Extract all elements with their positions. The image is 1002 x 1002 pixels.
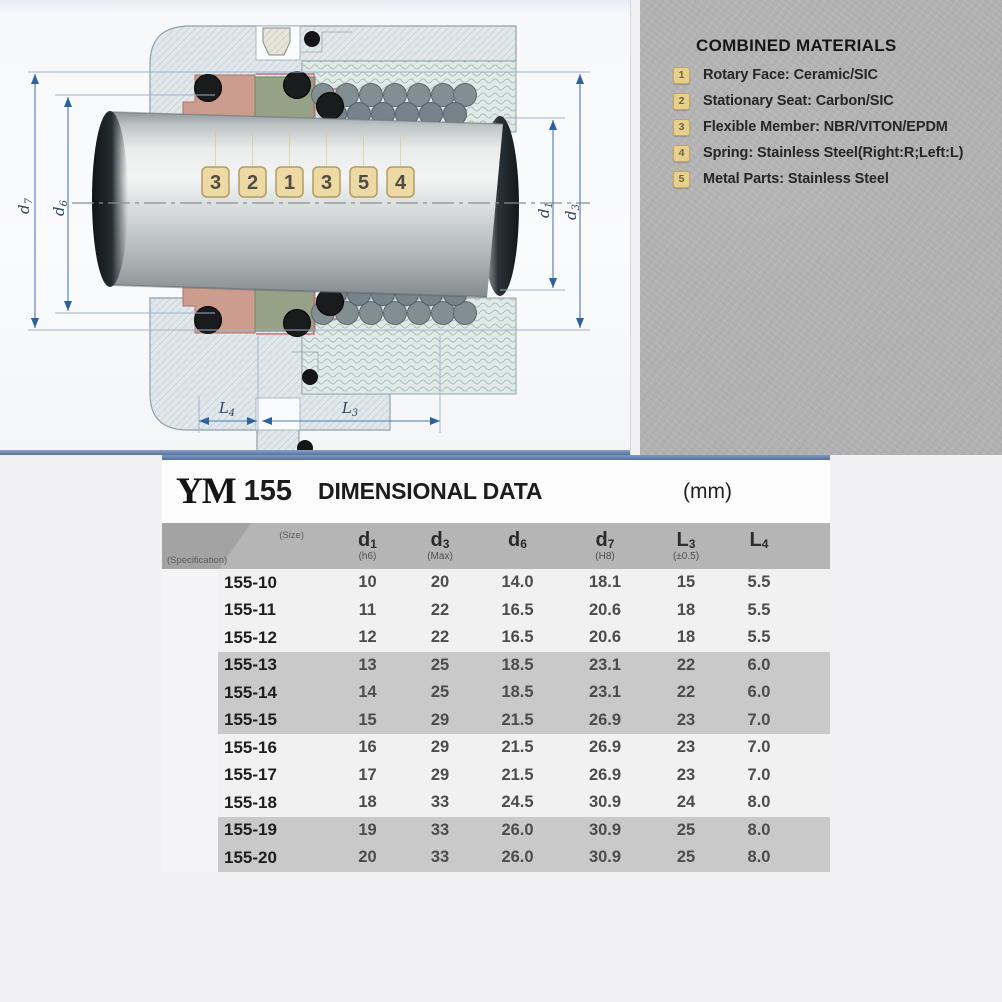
svg-text:3: 3 <box>320 172 333 194</box>
value-cell: 18 <box>650 624 722 652</box>
value-cell: 25 <box>650 817 722 845</box>
header-pad-cell <box>796 523 830 569</box>
table-corner-cell <box>162 523 330 569</box>
table-body <box>162 569 830 872</box>
row-pad-cell <box>796 734 830 762</box>
table-header-row <box>162 523 830 569</box>
materials-list <box>640 62 1002 192</box>
value-cell: 23 <box>650 762 722 790</box>
column-header <box>650 523 722 569</box>
row-left-spacer <box>162 734 218 762</box>
material-number-badge: 5 <box>673 171 690 188</box>
table-row <box>162 707 830 735</box>
svg-text:1: 1 <box>283 172 296 194</box>
value-cell: 8.0 <box>722 844 796 872</box>
row-pad-cell <box>796 652 830 680</box>
dim-label-d6: $d_6$ <box>50 200 70 216</box>
value-cell: 23.1 <box>560 679 650 707</box>
material-item <box>673 88 1002 114</box>
value-cell: 14 <box>330 679 405 707</box>
dim-label-d7: $d_7$ <box>15 198 35 214</box>
svg-text:5: 5 <box>357 172 370 194</box>
row-pad-cell <box>796 624 830 652</box>
value-cell: 23 <box>650 707 722 735</box>
table-row <box>162 679 830 707</box>
dim-label-L3: $L_3$ <box>341 399 359 419</box>
table-row <box>162 734 830 762</box>
size-cell: 155-10 <box>218 569 330 597</box>
row-pad-cell <box>796 789 830 817</box>
shaft <box>92 111 519 297</box>
value-cell: 22 <box>405 597 475 625</box>
value-cell: 7.0 <box>722 707 796 735</box>
table-row <box>162 789 830 817</box>
value-cell: 6.0 <box>722 679 796 707</box>
row-left-spacer <box>162 817 218 845</box>
dim-label-L4: $L_4$ <box>218 399 236 419</box>
row-left-spacer <box>162 789 218 817</box>
value-cell: 5.5 <box>722 569 796 597</box>
value-cell: 22 <box>650 679 722 707</box>
model-number: 155 <box>243 475 293 507</box>
value-cell: 30.9 <box>560 817 650 845</box>
column-header <box>722 523 796 569</box>
value-cell: 20 <box>330 844 405 872</box>
column-header <box>405 523 475 569</box>
row-pad-cell <box>796 844 830 872</box>
value-cell: 26.0 <box>475 817 560 845</box>
value-cell: 12 <box>330 624 405 652</box>
material-text: Spring: Stainless Steel(Right:R;Left:L) <box>703 145 964 161</box>
value-cell: 20.6 <box>560 597 650 625</box>
value-cell: 20.6 <box>560 624 650 652</box>
column-header-tolerance: (H8) <box>595 551 615 562</box>
column-header-tolerance: (Max) <box>427 551 453 562</box>
size-cell: 155-15 <box>218 707 330 735</box>
part-number-badge <box>202 167 229 197</box>
dimensional-data-table <box>162 455 830 872</box>
size-cell: 155-18 <box>218 789 330 817</box>
material-item <box>673 62 1002 88</box>
seal-cross-section-panel <box>0 0 631 455</box>
value-cell: 26.9 <box>560 762 650 790</box>
material-text: Flexible Member: NBR/VITON/EPDM <box>703 119 948 135</box>
svg-text:4: 4 <box>394 172 407 194</box>
brand-logo: YM <box>176 471 236 512</box>
value-cell: 29 <box>405 762 475 790</box>
value-cell: 23.1 <box>560 652 650 680</box>
part-number-badge <box>276 167 303 197</box>
row-left-spacer <box>162 569 218 597</box>
column-header-tolerance: (h6) <box>358 551 377 562</box>
value-cell: 29 <box>405 734 475 762</box>
value-cell: 16.5 <box>475 597 560 625</box>
value-cell: 33 <box>405 789 475 817</box>
value-cell: 18.5 <box>475 652 560 680</box>
value-cell: 25 <box>650 844 722 872</box>
svg-text:2: 2 <box>246 172 259 194</box>
value-cell: 11 <box>330 597 405 625</box>
value-cell: 30.9 <box>560 844 650 872</box>
value-cell: 5.5 <box>722 597 796 625</box>
value-cell: 22 <box>405 624 475 652</box>
table-row <box>162 762 830 790</box>
value-cell: 18 <box>330 789 405 817</box>
size-cell: 155-11 <box>218 597 330 625</box>
value-cell: 15 <box>330 707 405 735</box>
row-pad-cell <box>796 597 830 625</box>
materials-title: COMBINED MATERIALS <box>696 36 897 55</box>
row-left-spacer <box>162 679 218 707</box>
unit-label: (mm) <box>683 479 732 503</box>
material-item <box>673 114 1002 140</box>
material-text: Rotary Face: Ceramic/SIC <box>703 67 878 83</box>
dim-label-d3: $d_3$ <box>562 204 582 220</box>
value-cell: 26.9 <box>560 734 650 762</box>
row-pad-cell <box>796 762 830 790</box>
value-cell: 24.5 <box>475 789 560 817</box>
column-header-symbol: d3 <box>430 529 450 551</box>
row-left-spacer <box>162 597 218 625</box>
value-cell: 26.0 <box>475 844 560 872</box>
material-number-badge: 3 <box>673 119 690 136</box>
value-cell: 21.5 <box>475 734 560 762</box>
value-cell: 7.0 <box>722 762 796 790</box>
value-cell: 14.0 <box>475 569 560 597</box>
column-header-tolerance: (±0.5) <box>672 551 700 562</box>
size-cell: 155-17 <box>218 762 330 790</box>
value-cell: 26.9 <box>560 707 650 735</box>
value-cell: 33 <box>405 817 475 845</box>
size-cell: 155-16 <box>218 734 330 762</box>
material-number-badge: 1 <box>673 67 690 84</box>
svg-text:3: 3 <box>209 172 222 194</box>
material-text: Metal Parts: Stainless Steel <box>703 171 889 187</box>
value-cell: 10 <box>330 569 405 597</box>
value-cell: 33 <box>405 844 475 872</box>
corner-spec-label: (Specification) <box>167 555 228 566</box>
material-number-badge: 4 <box>673 145 690 162</box>
row-pad-cell <box>796 569 830 597</box>
table-title: DIMENSIONAL DATA <box>318 478 543 504</box>
column-header <box>330 523 405 569</box>
value-cell: 25 <box>405 679 475 707</box>
value-cell: 16 <box>330 734 405 762</box>
value-cell: 8.0 <box>722 789 796 817</box>
corner-size-label: (Size) <box>279 530 304 541</box>
row-left-spacer <box>162 707 218 735</box>
screw-dot-top <box>304 31 320 47</box>
table-title-bar <box>162 460 830 523</box>
screw-dot-mid <box>302 369 318 385</box>
value-cell: 13 <box>330 652 405 680</box>
value-cell: 16.5 <box>475 624 560 652</box>
column-header <box>475 523 560 569</box>
row-left-spacer <box>162 624 218 652</box>
column-header-symbol: L3 <box>676 529 696 551</box>
row-pad-cell <box>796 679 830 707</box>
size-cell: 155-20 <box>218 844 330 872</box>
value-cell: 24 <box>650 789 722 817</box>
value-cell: 21.5 <box>475 762 560 790</box>
value-cell: 21.5 <box>475 707 560 735</box>
value-cell: 18.1 <box>560 569 650 597</box>
material-number-badge: 2 <box>673 93 690 110</box>
row-left-spacer <box>162 844 218 872</box>
dim-label-d1: $d_1$ <box>535 202 555 218</box>
column-header-symbol: d6 <box>508 529 527 551</box>
value-cell: 8.0 <box>722 817 796 845</box>
value-cell: 15 <box>650 569 722 597</box>
part-number-badge <box>239 167 266 197</box>
column-header-symbol: L4 <box>749 529 769 551</box>
table-row <box>162 624 830 652</box>
value-cell: 25 <box>405 652 475 680</box>
row-pad-cell <box>796 817 830 845</box>
table-row <box>162 569 830 597</box>
value-cell: 22 <box>650 652 722 680</box>
size-cell: 155-12 <box>218 624 330 652</box>
material-item <box>673 166 1002 192</box>
column-header-symbol: d1 <box>358 529 377 551</box>
value-cell: 7.0 <box>722 734 796 762</box>
seal-diagram <box>0 0 630 455</box>
row-left-spacer <box>162 652 218 680</box>
material-text: Stationary Seat: Carbon/SIC <box>703 93 894 109</box>
value-cell: 5.5 <box>722 624 796 652</box>
material-item <box>673 140 1002 166</box>
value-cell: 18 <box>650 597 722 625</box>
value-cell: 20 <box>405 569 475 597</box>
size-cell: 155-19 <box>218 817 330 845</box>
table-row <box>162 844 830 872</box>
part-number-badge <box>313 167 340 197</box>
size-cell: 155-14 <box>218 679 330 707</box>
table-row <box>162 652 830 680</box>
value-cell: 6.0 <box>722 652 796 680</box>
row-left-spacer <box>162 762 218 790</box>
value-cell: 23 <box>650 734 722 762</box>
column-header-symbol: d7 <box>595 529 615 551</box>
part-number-badge <box>350 167 377 197</box>
value-cell: 30.9 <box>560 789 650 817</box>
size-cell: 155-13 <box>218 652 330 680</box>
value-cell: 18.5 <box>475 679 560 707</box>
part-number-badge <box>387 167 414 197</box>
table-row <box>162 817 830 845</box>
value-cell: 29 <box>405 707 475 735</box>
materials-panel <box>640 0 1002 455</box>
table-row <box>162 597 830 625</box>
column-header <box>560 523 650 569</box>
value-cell: 19 <box>330 817 405 845</box>
row-pad-cell <box>796 707 830 735</box>
value-cell: 17 <box>330 762 405 790</box>
